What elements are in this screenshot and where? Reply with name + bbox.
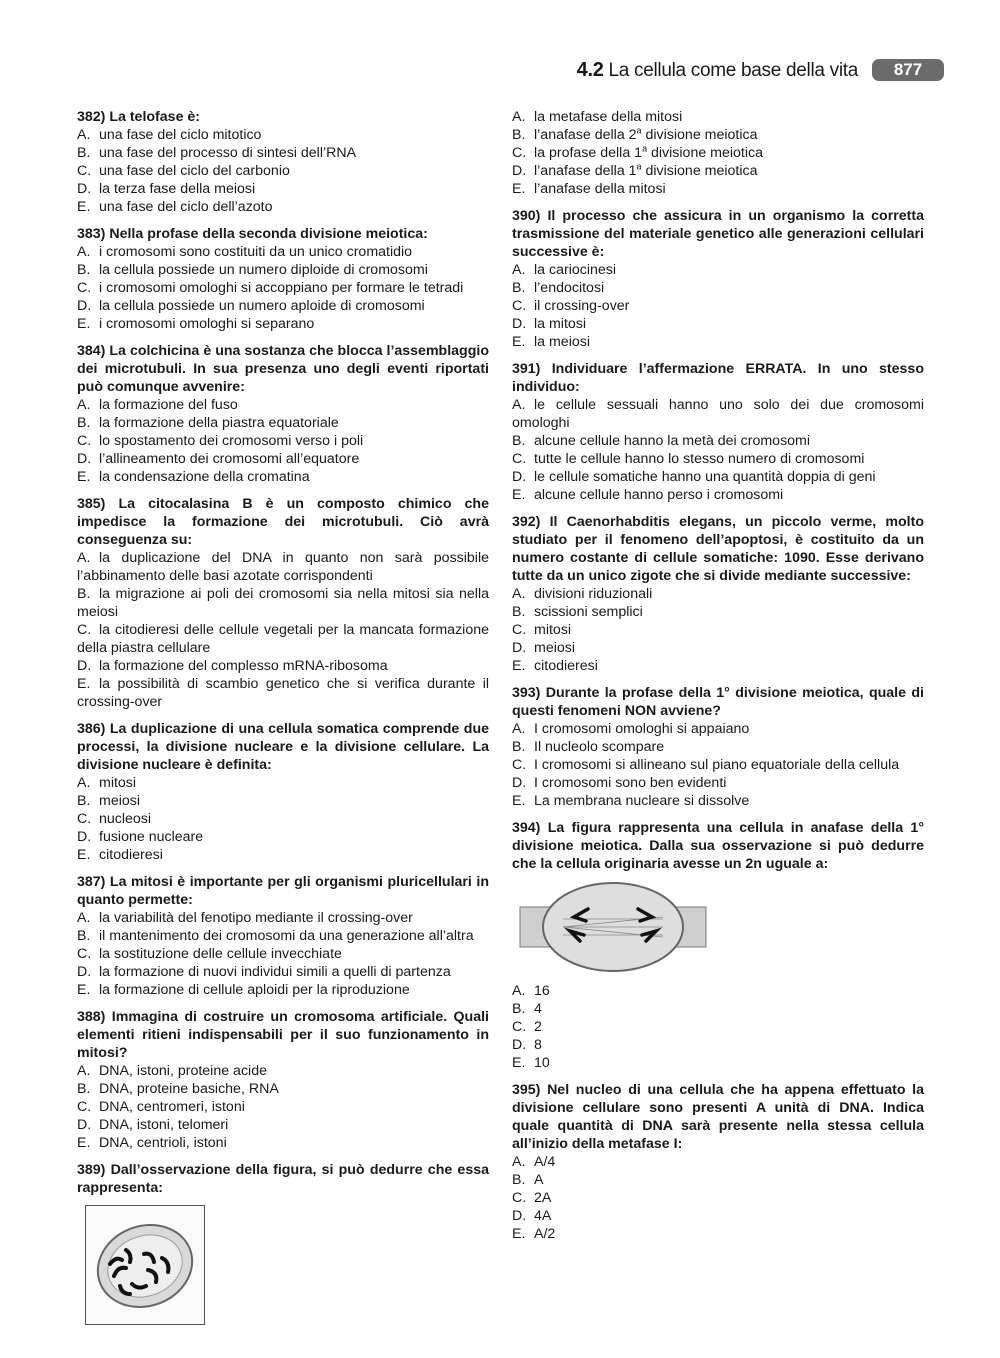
question-text: 393) Durante la profase della 1° divisione meiotica, quale di questi fenomeni NON avviene? — [512, 685, 924, 719]
question-q389-options — [512, 108, 924, 198]
answer-option — [512, 792, 924, 810]
answer-option — [77, 1080, 489, 1098]
option-text: i cromosomi omologhi si accoppiano per formare le tetradi — [99, 280, 464, 296]
option-letter: B. — [512, 739, 526, 755]
option-letter: C. — [512, 757, 527, 773]
option-text: la terza fase della meiosi — [99, 181, 256, 197]
option-text: 8 — [534, 1037, 542, 1053]
option-text: la metafase della mitosi — [534, 109, 683, 125]
option-text: l’endocitosi — [534, 280, 605, 296]
option-letter: A. — [512, 586, 526, 602]
answer-option — [512, 774, 924, 792]
option-text: una fase del processo di sintesi dell’RNA — [99, 145, 357, 161]
option-letter: C. — [512, 451, 527, 467]
answer-option — [512, 144, 924, 162]
option-text: la mitosi — [534, 316, 587, 332]
option-letter: D. — [512, 1037, 527, 1053]
option-text: una fase del ciclo mitotico — [99, 127, 262, 143]
option-letter: A. — [512, 721, 526, 737]
option-text: l’anafase della 2 — [534, 127, 637, 143]
option-letter: A. — [77, 550, 91, 566]
answer-option — [77, 126, 489, 144]
answer-option — [512, 486, 924, 504]
answer-option — [77, 261, 489, 279]
answer-option — [77, 675, 489, 711]
option-text: lo spostamento dei cromosomi verso i poli — [99, 433, 364, 449]
option-letter: A. — [77, 397, 91, 413]
answer-option — [77, 315, 489, 333]
answer-option — [77, 657, 489, 675]
option-text: la possibilità di scambio genetico che si verifica durante il crossing-over — [77, 676, 489, 710]
answer-option — [512, 1036, 924, 1054]
answer-option — [512, 756, 924, 774]
answer-option — [77, 585, 489, 621]
option-text: I cromosomi si allineano sul piano equatoriale della cellula — [534, 757, 900, 773]
answer-option — [77, 1116, 489, 1134]
section-number: 4.2 — [576, 59, 604, 81]
option-text: l’anafase della mitosi — [534, 181, 666, 197]
option-text: DNA, proteine basiche, RNA — [99, 1081, 279, 1097]
answer-option — [77, 945, 489, 963]
answer-option — [512, 982, 924, 1000]
option-text: tutte le cellule hanno lo stesso numero di cromosomi — [534, 451, 865, 467]
option-letter: C. — [77, 280, 92, 296]
option-letter: B. — [77, 262, 91, 278]
answer-option — [512, 1153, 924, 1171]
option-letter: D. — [512, 640, 527, 656]
figure-394-anaphase-image — [518, 879, 708, 974]
option-text: l’anafase della 1 — [534, 163, 637, 179]
question-q395 — [512, 1081, 924, 1243]
question-text: 388) Immagina di costruire un cromosoma artificiale. Quali elementi ritieni indispensabili per il suo funzionamento in mitosi? — [77, 1009, 489, 1061]
answer-option — [512, 333, 924, 351]
figure-389-cell-image — [85, 1205, 205, 1325]
option-text: A — [534, 1172, 544, 1188]
option-text: 10 — [534, 1055, 550, 1071]
answer-option — [512, 1054, 924, 1072]
option-letter: B. — [512, 1001, 526, 1017]
option-letter: B. — [512, 280, 526, 296]
option-text: I cromosomi sono ben evidenti — [534, 775, 727, 791]
option-letter: C. — [77, 163, 92, 179]
option-letter: B. — [512, 433, 526, 449]
answer-option — [77, 981, 489, 999]
right-column — [512, 108, 924, 1252]
option-text: mitosi — [534, 622, 572, 638]
answer-option — [512, 720, 924, 738]
option-letter: E. — [512, 1226, 526, 1242]
page-number: 877 — [893, 60, 923, 79]
ordinal-superscript: a — [636, 161, 642, 172]
question-q391 — [512, 360, 924, 504]
option-text: DNA, istoni, proteine acide — [99, 1063, 267, 1079]
left-column — [77, 108, 489, 1334]
option-letter: D. — [512, 163, 527, 179]
option-text: la cariocinesi — [534, 262, 617, 278]
ordinal-superscript: a — [636, 125, 642, 136]
answer-option — [512, 1207, 924, 1225]
option-text: la migrazione ai poli dei cromosomi sia nella mitosi sia nella meiosi — [77, 586, 489, 620]
option-text: alcune cellule hanno la metà dei cromosomi — [534, 433, 811, 449]
question-text: 390) Il processo che assicura in un organismo la corretta trasmissione del materiale genetico alle generazioni cellulari successive è: — [512, 208, 924, 260]
option-letter: C. — [77, 622, 92, 638]
option-text: 4 — [534, 1001, 542, 1017]
answer-option — [512, 162, 924, 180]
ordinal-superscript: a — [642, 143, 648, 154]
answer-option — [77, 1098, 489, 1116]
answer-option — [512, 396, 924, 432]
answer-option — [77, 432, 489, 450]
answer-option — [77, 162, 489, 180]
answer-option — [77, 180, 489, 198]
answer-option — [512, 1225, 924, 1243]
option-letter: D. — [77, 964, 92, 980]
question-q388 — [77, 1008, 489, 1152]
answer-option — [512, 126, 924, 144]
answer-option — [512, 603, 924, 621]
answer-option — [512, 639, 924, 657]
option-letter: B. — [77, 415, 91, 431]
answer-option — [77, 963, 489, 981]
answer-option — [512, 621, 924, 639]
answer-option — [77, 828, 489, 846]
section-heading — [577, 59, 858, 82]
option-text: divisioni riduzionali — [534, 586, 653, 602]
answer-option — [77, 414, 489, 432]
option-text: 16 — [534, 983, 550, 999]
answer-option — [512, 180, 924, 198]
option-letter: A. — [512, 1154, 526, 1170]
question-q393 — [512, 684, 924, 810]
question-q389 — [77, 1161, 489, 1325]
option-letter: D. — [512, 316, 527, 332]
option-letter: B. — [512, 604, 526, 620]
option-letter: C. — [512, 145, 527, 161]
question-q386 — [77, 720, 489, 864]
option-letter: C. — [77, 946, 92, 962]
option-text: il mantenimento dei cromosomi da una generazione all’altra — [99, 928, 474, 944]
option-text: i cromosomi omologhi si separano — [99, 316, 315, 332]
option-letter: E. — [512, 793, 526, 809]
answer-option — [77, 621, 489, 657]
question-q387 — [77, 873, 489, 999]
question-text: 386) La duplicazione di una cellula somatica comprende due processi, la divisione nucleare e la divisione cellulare. La divisione nucleare è definita: — [77, 721, 489, 773]
option-letter: E. — [512, 334, 526, 350]
option-letter: B. — [77, 793, 91, 809]
answer-option — [512, 279, 924, 297]
question-text: 389) Dall’osservazione della figura, si può dedurre che essa rappresenta: — [77, 1162, 489, 1196]
answer-option — [77, 927, 489, 945]
option-letter: E. — [512, 487, 526, 503]
option-letter: D. — [512, 1208, 527, 1224]
answer-option — [512, 261, 924, 279]
answer-option — [512, 1000, 924, 1018]
answer-option — [512, 657, 924, 675]
option-text: la variabilità del fenotipo mediante il crossing-over — [99, 910, 413, 926]
page-header — [0, 58, 1000, 84]
answer-option — [512, 1189, 924, 1207]
answer-option — [512, 585, 924, 603]
option-text: la profase della 1 — [534, 145, 643, 161]
option-letter: C. — [512, 298, 527, 314]
option-text: la duplicazione del DNA in quanto non sarà possibile l’abbinamento delle basi azotate corrispondenti — [77, 550, 489, 584]
option-letter: A. — [77, 244, 91, 260]
option-letter: A. — [512, 983, 526, 999]
answer-option — [77, 396, 489, 414]
option-text: i cromosomi sono costituiti da un unico cromatidio — [99, 244, 413, 260]
answer-option — [77, 1134, 489, 1152]
option-letter: D. — [77, 829, 92, 845]
answer-option — [512, 1171, 924, 1189]
answer-option — [512, 297, 924, 315]
option-text-rest: divisione meiotica — [641, 163, 758, 179]
option-letter: C. — [512, 622, 527, 638]
option-letter: E. — [77, 316, 91, 332]
answer-option — [512, 450, 924, 468]
option-text: la formazione del complesso mRNA-ribosoma — [99, 658, 388, 674]
answer-option — [77, 810, 489, 828]
answer-option — [77, 846, 489, 864]
option-text: 2A — [534, 1190, 552, 1206]
option-letter: D. — [512, 775, 527, 791]
option-letter: E. — [512, 181, 526, 197]
answer-option — [77, 243, 489, 261]
question-q394 — [512, 819, 924, 1072]
anaphase-cell-icon — [518, 879, 708, 974]
option-text: la formazione del fuso — [99, 397, 238, 413]
answer-option — [77, 198, 489, 216]
option-text: la condensazione della cromatina — [99, 469, 310, 485]
question-q383 — [77, 225, 489, 333]
option-text: le cellule somatiche hanno una quantità doppia di geni — [534, 469, 876, 485]
answer-option — [77, 279, 489, 297]
answer-option — [77, 549, 489, 585]
option-letter: C. — [512, 1019, 527, 1035]
option-text: una fase del ciclo del carbonio — [99, 163, 290, 179]
option-text: la formazione della piastra equatoriale — [99, 415, 339, 431]
answer-option — [512, 315, 924, 333]
answer-option — [512, 468, 924, 486]
option-text: I cromosomi omologhi si appaiano — [534, 721, 750, 737]
answer-option — [77, 792, 489, 810]
answer-option — [77, 144, 489, 162]
option-letter: B. — [77, 145, 91, 161]
question-text: 395) Nel nucleo di una cellula che ha appena effettuato la divisione cellulare sono presenti A unità di DNA. Indica quale quantità di DNA sarà presente nella stessa cellula all’inizio della metafase I: — [512, 1082, 924, 1152]
option-letter: B. — [512, 127, 526, 143]
option-letter: E. — [512, 658, 526, 674]
option-text: la meiosi — [534, 334, 590, 350]
option-text: citodieresi — [534, 658, 598, 674]
option-text: alcune cellule hanno perso i cromosomi — [534, 487, 784, 503]
option-letter: C. — [512, 1190, 527, 1206]
option-letter: E. — [77, 199, 91, 215]
option-text: la cellula possiede un numero aploide di cromosomi — [99, 298, 425, 314]
option-letter: A. — [77, 775, 91, 791]
option-text: Il nucleolo scompare — [534, 739, 665, 755]
option-letter: B. — [77, 586, 91, 602]
option-text: fusione nucleare — [99, 829, 204, 845]
option-text: DNA, centrioli, istoni — [99, 1135, 227, 1151]
option-text: A/4 — [534, 1154, 556, 1170]
option-letter: C. — [77, 1099, 92, 1115]
option-letter: D. — [512, 469, 527, 485]
option-text: il crossing-over — [534, 298, 630, 314]
option-text: mitosi — [99, 775, 137, 791]
option-text: la citodieresi delle cellule vegetali per la mancata formazione della piastra cellulare — [77, 622, 489, 656]
option-letter: A. — [77, 127, 91, 143]
answer-option — [77, 909, 489, 927]
option-text: la cellula possiede un numero diploide di cromosomi — [99, 262, 428, 278]
option-letter: B. — [77, 1081, 91, 1097]
option-letter: A. — [512, 262, 526, 278]
question-q385 — [77, 495, 489, 711]
cell-division-icon — [86, 1206, 204, 1324]
option-text: citodieresi — [99, 847, 163, 863]
question-text: 385) La citocalasina B è un composto chimico che impedisce la formazione dei microtubuli. Ciò avrà conseguenza su: — [77, 496, 489, 548]
option-letter: A. — [77, 1063, 91, 1079]
option-text: meiosi — [99, 793, 140, 809]
option-text: nucleosi — [99, 811, 152, 827]
option-letter: E. — [512, 1055, 526, 1071]
question-q390 — [512, 207, 924, 351]
option-letter: C. — [77, 433, 92, 449]
option-letter: E. — [77, 982, 91, 998]
option-letter: E. — [77, 469, 91, 485]
option-text: A/2 — [534, 1226, 556, 1242]
option-text: scissioni semplici — [534, 604, 643, 620]
option-letter: D. — [77, 1117, 92, 1133]
option-text: l’allineamento dei cromosomi all’equatore — [99, 451, 360, 467]
option-letter: A. — [512, 109, 526, 125]
answer-option — [77, 1062, 489, 1080]
question-q382 — [77, 108, 489, 216]
option-text: 4A — [534, 1208, 552, 1224]
question-text: 384) La colchicina è una sostanza che blocca l’assemblaggio dei microtubuli. In sua presenza uno degli eventi riportati può comunque avvenire: — [77, 343, 489, 395]
option-text: una fase del ciclo dell’azoto — [99, 199, 273, 215]
option-letter: D. — [77, 298, 92, 314]
question-q384 — [77, 342, 489, 486]
section-title: La cellula come base della vita — [608, 60, 858, 81]
question-text: 387) La mitosi è importante per gli organismi pluricellulari in quanto permette: — [77, 874, 489, 908]
option-letter: D. — [77, 658, 92, 674]
option-text: la formazione di cellule aploidi per la riproduzione — [99, 982, 410, 998]
question-text: 391) Individuare l’affermazione ERRATA. In uno stesso individuo: — [512, 361, 924, 395]
option-letter: B. — [77, 928, 91, 944]
option-text: La membrana nucleare si dissolve — [534, 793, 750, 809]
option-letter: A. — [512, 397, 526, 413]
option-text: DNA, centromeri, istoni — [99, 1099, 245, 1115]
option-letter: E. — [77, 1135, 91, 1151]
option-text: la formazione di nuovi individui simili a quelli di partenza — [99, 964, 451, 980]
option-text: 2 — [534, 1019, 542, 1035]
option-letter: E. — [77, 847, 91, 863]
question-text: 394) La figura rappresenta una cellula in anafase della 1° divisione meiotica. Dalla sua osservazione si può dedurre che la cellula originaria avesse un 2n uguale a: — [512, 820, 924, 872]
answer-option — [77, 297, 489, 315]
question-text: 392) Il Caenorhabditis elegans, un piccolo verme, molto studiato per il fenomeno dell’apoptosi, è costituito da un numero costante di cellule somatiche: 1090. Esse derivano tutte da un unico zigote che si divide mediante successive: — [512, 514, 924, 584]
question-text: 383) Nella profase della seconda divisione meiotica: — [77, 226, 428, 242]
option-letter: E. — [77, 676, 91, 692]
option-text-rest: divisione meiotica — [641, 127, 758, 143]
option-letter: A. — [77, 910, 91, 926]
answer-option — [77, 450, 489, 468]
answer-option — [512, 432, 924, 450]
option-text: le cellule sessuali hanno uno solo dei due cromosomi omologhi — [512, 397, 924, 431]
option-text-rest: divisione meiotica — [647, 145, 763, 161]
option-text: la sostituzione delle cellule invecchiate — [99, 946, 342, 962]
answer-option — [512, 738, 924, 756]
question-q392 — [512, 513, 924, 675]
question-text: 382) La telofase è: — [77, 109, 201, 125]
option-letter: B. — [512, 1172, 526, 1188]
answer-option — [77, 468, 489, 486]
page-number-tab — [872, 59, 944, 81]
option-letter: C. — [77, 811, 92, 827]
answer-option — [512, 1018, 924, 1036]
answer-option — [77, 774, 489, 792]
option-text: meiosi — [534, 640, 575, 656]
option-text: DNA, istoni, telomeri — [99, 1117, 229, 1133]
answer-option — [512, 108, 924, 126]
option-letter: D. — [77, 451, 92, 467]
option-letter: D. — [77, 181, 92, 197]
